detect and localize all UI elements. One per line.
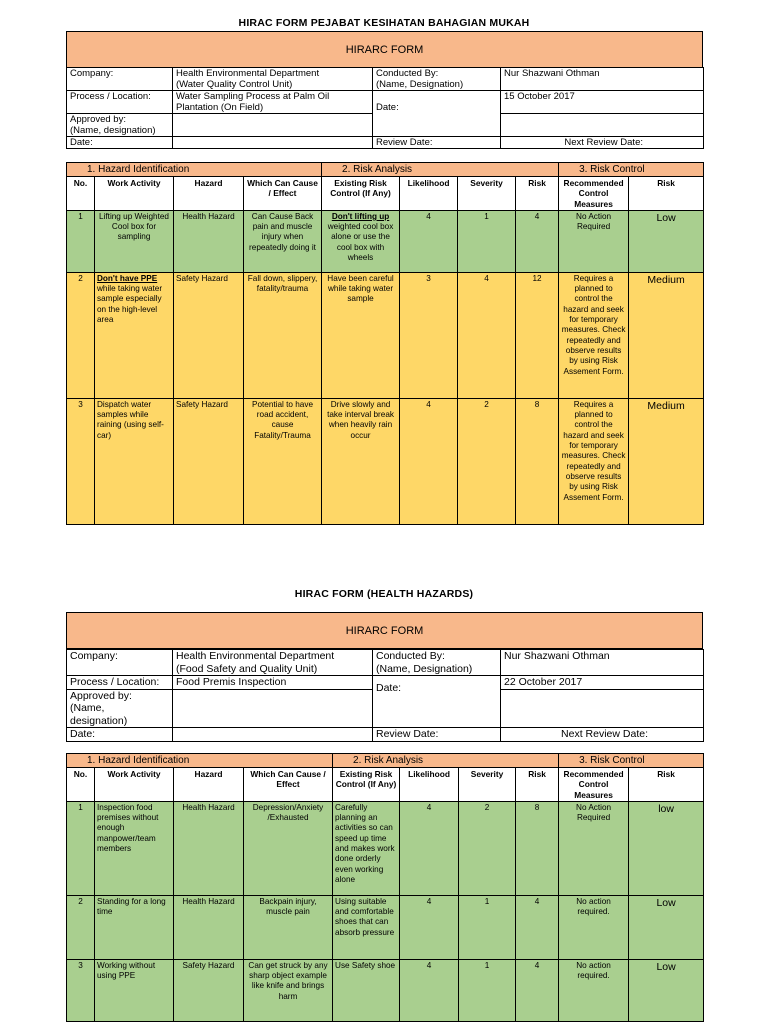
conducted-label: Conducted By: (Name, Designation) bbox=[373, 68, 501, 91]
risk-level: Medium bbox=[629, 398, 704, 524]
table-row: 3 Dispatch water samples while raining (using self-car) Safety Hazard Potential to have road accident, cause Fatality/Trauma Drive slowly and take interval break when heavily rain occur 4 2 8 Requires a planned to control the hazard and seek for temporary measures. Check repeatedly and observe results by using Risk Assement Form. Medium bbox=[67, 398, 704, 524]
company-label: Company: bbox=[67, 68, 173, 91]
review-label: Review Date: bbox=[373, 137, 501, 149]
col-effect: Which Can Cause / Effect bbox=[244, 177, 322, 211]
risk-level: Low bbox=[629, 895, 704, 959]
section-hazard-identification: 1. Hazard Identification bbox=[67, 754, 333, 768]
section-risk-control: 3. Risk Control bbox=[559, 163, 704, 177]
date2-label: Date: bbox=[67, 728, 173, 742]
process-value: Water Sampling Process at Palm Oil Plantation (On Field) bbox=[173, 91, 373, 114]
conducted-label: Conducted By: (Name, Designation) bbox=[373, 650, 501, 676]
date-value: 15 October 2017 bbox=[501, 91, 704, 114]
process-label: Process / Location: bbox=[67, 91, 173, 114]
review-label: Review Date: bbox=[373, 728, 501, 742]
col-existing-control: Existing Risk Control (If Any) bbox=[322, 177, 400, 211]
approved-label: Approved by: (Name, designation) bbox=[67, 689, 173, 728]
col-effect: Which Can Cause / Effect bbox=[244, 768, 333, 802]
form2-title: HIRAC FORM (HEALTH HAZARDS) bbox=[294, 588, 474, 600]
date-value-blank bbox=[501, 689, 704, 728]
approved-value bbox=[173, 689, 373, 728]
table-row: 2 Standing for a long time Health Hazard Backpain injury, muscle pain Using suitable and comfortable shoes that can absorb pressure 4 1 4 No action required. Low bbox=[67, 895, 704, 959]
form2-info-table bbox=[66, 649, 704, 742]
section-risk-analysis: 2. Risk Analysis bbox=[322, 163, 559, 177]
col-no: No. bbox=[67, 768, 95, 802]
section-risk-analysis: 2. Risk Analysis bbox=[333, 754, 559, 768]
col-risk: Risk bbox=[516, 177, 559, 211]
col-risk: Risk bbox=[516, 768, 559, 802]
col-severity: Severity bbox=[458, 177, 516, 211]
risk-level: Low bbox=[629, 210, 704, 272]
col-no: No. bbox=[67, 177, 95, 211]
form2-header: HIRARC FORM bbox=[66, 612, 703, 649]
process-value: Food Premis Inspection bbox=[173, 676, 373, 690]
conducted-value: Nur Shazwani Othman bbox=[501, 68, 704, 91]
form1-title: HIRAC FORM PEJABAT KESIHATAN BAHAGIAN MUKAH bbox=[238, 17, 530, 29]
date2-label: Date: bbox=[67, 137, 173, 149]
col-risk-level: Risk bbox=[629, 177, 704, 211]
table-row: 2 Don't have PPE while taking water sample especially on the high-level area Safety Hazard Fall down, slippery, fatality/trauma Have been careful while taking water sample 3 4 12 Requires a planned to control the hazard and seek for temporary measures. Check repeatedly and observe results by using Risk Assement Form. Medium bbox=[67, 272, 704, 398]
next-review-label: Next Review Date: bbox=[501, 137, 704, 149]
table-row: 3 Working without using PPE Safety Hazard Can get struck by any sharp object example like knife and brings harm Use Safety shoe 4 1 4 No action required. Low bbox=[67, 959, 704, 1021]
date-value: 22 October 2017 bbox=[501, 676, 704, 690]
approved-value bbox=[173, 114, 373, 137]
col-hazard: Hazard bbox=[174, 768, 244, 802]
col-recommended-measures: Recommended Control Measures bbox=[559, 177, 629, 211]
conducted-value: Nur Shazwani Othman bbox=[501, 650, 704, 676]
table-row: 1 Lifting up Weighted Cool box for sampling Health Hazard Can Cause Back pain and muscle injury when repeatedly doing it Don't lifting up weighted cool box alone or use the cool box with wheels 4 1 4 No Action Required Low bbox=[67, 210, 704, 272]
company-value: Health Environmental Department (Water Quality Control Unit) bbox=[173, 68, 373, 91]
date2-value bbox=[173, 137, 373, 149]
form1-info-table bbox=[66, 67, 704, 149]
col-work-activity: Work Activity bbox=[95, 768, 174, 802]
col-recommended-measures: Recommended Control Measures bbox=[559, 768, 629, 802]
date-value-blank bbox=[501, 114, 704, 137]
col-work-activity: Work Activity bbox=[95, 177, 174, 211]
next-review-label: Next Review Date: bbox=[501, 728, 704, 742]
company-value: Health Environmental Department (Food Safety and Quality Unit) bbox=[173, 650, 373, 676]
process-label: Process / Location: bbox=[67, 676, 173, 690]
section-hazard-identification: 1. Hazard Identification bbox=[67, 163, 322, 177]
col-likelihood: Likelihood bbox=[400, 177, 458, 211]
form1-header: HIRARC FORM bbox=[66, 31, 703, 68]
date2-value bbox=[173, 728, 373, 742]
col-severity: Severity bbox=[459, 768, 516, 802]
col-likelihood: Likelihood bbox=[400, 768, 459, 802]
form2-risk-table bbox=[66, 753, 704, 1022]
table-row: 1 Inspection food premises without enough manpower/team members Health Hazard Depression/Anxiety /Exhausted Carefully planning an activities so can speed up time and makes work done orderly even working alone 4 2 8 No Action Required low bbox=[67, 801, 704, 895]
risk-level: Low bbox=[629, 959, 704, 1021]
section-risk-control: 3. Risk Control bbox=[559, 754, 704, 768]
approved-label: Approved by: (Name, designation) bbox=[67, 114, 173, 137]
date-label: Date: bbox=[373, 91, 501, 137]
risk-level: low bbox=[629, 801, 704, 895]
col-risk-level: Risk bbox=[629, 768, 704, 802]
company-label: Company: bbox=[67, 650, 173, 676]
form1-risk-table bbox=[66, 162, 704, 525]
risk-level: Medium bbox=[629, 272, 704, 398]
col-hazard: Hazard bbox=[174, 177, 244, 211]
col-existing-control: Existing Risk Control (If Any) bbox=[333, 768, 400, 802]
date-label: Date: bbox=[373, 676, 501, 728]
